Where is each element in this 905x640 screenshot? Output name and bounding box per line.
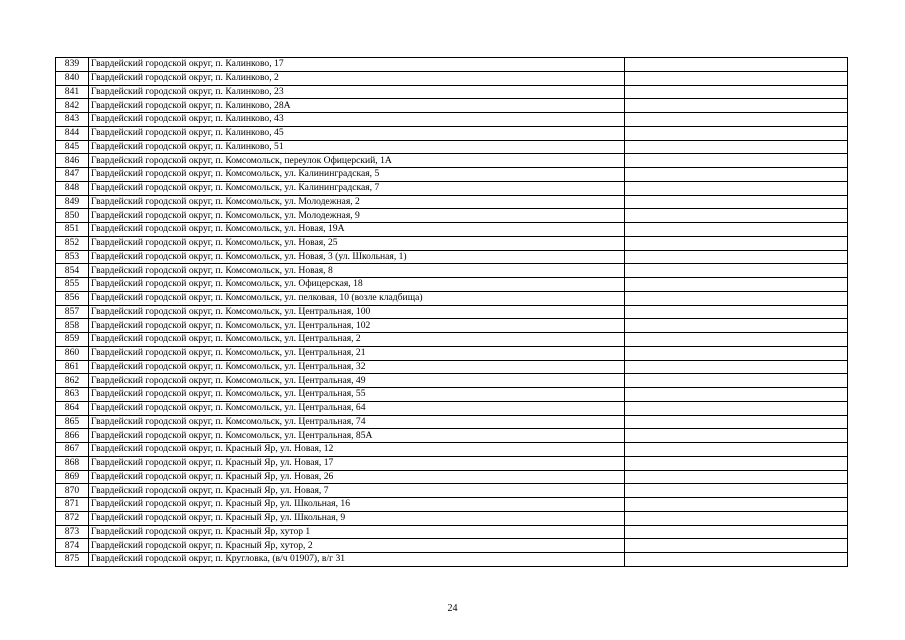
address-cell: Гвардейский городской округ, п. Калинково, 45 xyxy=(89,126,625,140)
table-row xyxy=(56,456,848,470)
row-number-cell: 853 xyxy=(56,250,89,264)
table-row xyxy=(56,85,848,99)
note-cell xyxy=(625,291,848,305)
note-cell xyxy=(625,223,848,237)
address-cell: Гвардейский городской округ, п. Комсомольск, ул. Центральная, 85А xyxy=(89,429,625,443)
address-cell: Гвардейский городской округ, п. Калинково, 43 xyxy=(89,113,625,127)
note-cell xyxy=(625,99,848,113)
note-cell xyxy=(625,470,848,484)
table-row xyxy=(56,305,848,319)
note-cell xyxy=(625,113,848,127)
table-row xyxy=(56,126,848,140)
row-number-cell: 847 xyxy=(56,168,89,182)
address-cell: Гвардейский городской округ, п. Калинково, 2 xyxy=(89,71,625,85)
table-row xyxy=(56,484,848,498)
row-number-cell: 842 xyxy=(56,99,89,113)
note-cell xyxy=(625,250,848,264)
row-number-cell: 845 xyxy=(56,140,89,154)
table-row xyxy=(56,195,848,209)
note-cell xyxy=(625,278,848,292)
address-table-body xyxy=(56,58,848,567)
row-number-cell: 843 xyxy=(56,113,89,127)
table-row xyxy=(56,360,848,374)
row-number-cell: 865 xyxy=(56,415,89,429)
address-cell: Гвардейский городской округ, п. Красный Яр, ул. Школьная, 16 xyxy=(89,498,625,512)
row-number-cell: 844 xyxy=(56,126,89,140)
row-number-cell: 839 xyxy=(56,58,89,72)
row-number-cell: 858 xyxy=(56,319,89,333)
table-row xyxy=(56,319,848,333)
note-cell xyxy=(625,333,848,347)
address-table xyxy=(55,57,848,567)
address-cell: Гвардейский городской округ, п. Комсомольск, ул. Центральная, 64 xyxy=(89,401,625,415)
table-row xyxy=(56,264,848,278)
note-cell xyxy=(625,498,848,512)
row-number-cell: 850 xyxy=(56,209,89,223)
address-cell: Гвардейский городской округ, п. Комсомольск, ул. Центральная, 55 xyxy=(89,388,625,402)
note-cell xyxy=(625,58,848,72)
table-row xyxy=(56,236,848,250)
table-row xyxy=(56,291,848,305)
note-cell xyxy=(625,511,848,525)
address-cell: Гвардейский городской округ, п. Комсомольск, ул. Центральная, 100 xyxy=(89,305,625,319)
address-cell: Гвардейский городской округ, п. Комсомольск, ул. Центральная, 49 xyxy=(89,374,625,388)
address-cell: Гвардейский городской округ, п. Калинково, 28А xyxy=(89,99,625,113)
table-row xyxy=(56,401,848,415)
table-row xyxy=(56,470,848,484)
row-number-cell: 859 xyxy=(56,333,89,347)
table-row xyxy=(56,154,848,168)
table-row xyxy=(56,99,848,113)
row-number-cell: 851 xyxy=(56,223,89,237)
row-number-cell: 872 xyxy=(56,511,89,525)
note-cell xyxy=(625,85,848,99)
address-cell: Гвардейский городской округ, п. Комсомольск, ул. Новая, 19А xyxy=(89,223,625,237)
note-cell xyxy=(625,484,848,498)
note-cell xyxy=(625,195,848,209)
address-cell: Гвардейский городской округ, п. Комсомольск, ул. Новая, 25 xyxy=(89,236,625,250)
note-cell xyxy=(625,305,848,319)
table-row xyxy=(56,511,848,525)
table-row xyxy=(56,553,848,567)
address-cell: Гвардейский городской округ, п. Кругловка, (в/ч 01907), в/г 31 xyxy=(89,553,625,567)
table-row xyxy=(56,113,848,127)
table-row xyxy=(56,278,848,292)
note-cell xyxy=(625,360,848,374)
table-row xyxy=(56,58,848,72)
note-cell xyxy=(625,181,848,195)
address-cell: Гвардейский городской округ, п. Красный Яр, хутор, 2 xyxy=(89,539,625,553)
note-cell xyxy=(625,264,848,278)
address-cell: Гвардейский городской округ, п. Комсомольск, ул. Калининградская, 7 xyxy=(89,181,625,195)
row-number-cell: 874 xyxy=(56,539,89,553)
page-number: 24 xyxy=(447,603,458,614)
row-number-cell: 867 xyxy=(56,443,89,457)
address-cell: Гвардейский городской округ, п. Калинково, 51 xyxy=(89,140,625,154)
row-number-cell: 869 xyxy=(56,470,89,484)
address-cell: Гвардейский городской округ, п. Комсомольск, ул. Новая, 8 xyxy=(89,264,625,278)
table-row xyxy=(56,443,848,457)
row-number-cell: 855 xyxy=(56,278,89,292)
address-cell: Гвардейский городской округ, п. Комсомольск, ул. Центральная, 32 xyxy=(89,360,625,374)
note-cell xyxy=(625,346,848,360)
address-cell: Гвардейский городской округ, п. Комсомольск, ул. Калининградская, 5 xyxy=(89,168,625,182)
note-cell xyxy=(625,126,848,140)
table-row xyxy=(56,181,848,195)
table-row xyxy=(56,71,848,85)
row-number-cell: 848 xyxy=(56,181,89,195)
row-number-cell: 849 xyxy=(56,195,89,209)
note-cell xyxy=(625,209,848,223)
table-row xyxy=(56,429,848,443)
note-cell xyxy=(625,388,848,402)
table-row xyxy=(56,346,848,360)
note-cell xyxy=(625,168,848,182)
table-row xyxy=(56,223,848,237)
address-cell: Гвардейский городской округ, п. Калинково, 17 xyxy=(89,58,625,72)
row-number-cell: 868 xyxy=(56,456,89,470)
row-number-cell: 856 xyxy=(56,291,89,305)
row-number-cell: 862 xyxy=(56,374,89,388)
note-cell xyxy=(625,374,848,388)
table-row xyxy=(56,209,848,223)
address-cell: Гвардейский городской округ, п. Красный Яр, ул. Новая, 26 xyxy=(89,470,625,484)
address-cell: Гвардейский городской округ, п. Комсомольск, ул. Офицерская, 18 xyxy=(89,278,625,292)
note-cell xyxy=(625,154,848,168)
table-row xyxy=(56,140,848,154)
note-cell xyxy=(625,319,848,333)
address-cell: Гвардейский городской округ, п. Красный Яр, хутор 1 xyxy=(89,525,625,539)
table-row xyxy=(56,333,848,347)
address-cell: Гвардейский городской округ, п. Красный Яр, ул. Школьная, 9 xyxy=(89,511,625,525)
note-cell xyxy=(625,539,848,553)
note-cell xyxy=(625,553,848,567)
address-cell: Гвардейский городской округ, п. Комсомольск, ул. Новая, 3 (ул. Школьная, 1) xyxy=(89,250,625,264)
row-number-cell: 863 xyxy=(56,388,89,402)
table-row xyxy=(56,415,848,429)
row-number-cell: 873 xyxy=(56,525,89,539)
address-cell: Гвардейский городской округ, п. Комсомольск, ул. Молодежная, 9 xyxy=(89,209,625,223)
note-cell xyxy=(625,71,848,85)
table-row xyxy=(56,168,848,182)
row-number-cell: 852 xyxy=(56,236,89,250)
note-cell xyxy=(625,236,848,250)
table-row xyxy=(56,498,848,512)
address-cell: Гвардейский городской округ, п. Калинково, 23 xyxy=(89,85,625,99)
address-cell: Гвардейский городской округ, п. Красный Яр, ул. Новая, 7 xyxy=(89,484,625,498)
address-cell: Гвардейский городской округ, п. Комсомольск, ул. Молодежная, 2 xyxy=(89,195,625,209)
row-number-cell: 870 xyxy=(56,484,89,498)
row-number-cell: 866 xyxy=(56,429,89,443)
row-number-cell: 854 xyxy=(56,264,89,278)
table-row xyxy=(56,388,848,402)
address-cell: Гвардейский городской округ, п. Комсомольск, переулок Офицерский, 1А xyxy=(89,154,625,168)
address-cell: Гвардейский городской округ, п. Красный Яр, ул. Новая, 12 xyxy=(89,443,625,457)
table-row xyxy=(56,539,848,553)
row-number-cell: 871 xyxy=(56,498,89,512)
address-cell: Гвардейский городской округ, п. Красный Яр, ул. Новая, 17 xyxy=(89,456,625,470)
address-cell: Гвардейский городской округ, п. Комсомольск, ул. Центральная, 102 xyxy=(89,319,625,333)
note-cell xyxy=(625,443,848,457)
note-cell xyxy=(625,429,848,443)
row-number-cell: 861 xyxy=(56,360,89,374)
address-cell: Гвардейский городской округ, п. Комсомольск, ул. Центральная, 74 xyxy=(89,415,625,429)
row-number-cell: 841 xyxy=(56,85,89,99)
table-row xyxy=(56,525,848,539)
row-number-cell: 864 xyxy=(56,401,89,415)
address-cell: Гвардейский городской округ, п. Комсомольск, ул. Центральная, 2 xyxy=(89,333,625,347)
row-number-cell: 875 xyxy=(56,553,89,567)
row-number-cell: 846 xyxy=(56,154,89,168)
table-row xyxy=(56,374,848,388)
address-cell: Гвардейский городской округ, п. Комсомольск, ул. Центральная, 21 xyxy=(89,346,625,360)
row-number-cell: 860 xyxy=(56,346,89,360)
note-cell xyxy=(625,415,848,429)
table-row xyxy=(56,250,848,264)
note-cell xyxy=(625,456,848,470)
address-cell: Гвардейский городской округ, п. Комсомольск, ул. пелковая, 10 (возле кладбища) xyxy=(89,291,625,305)
note-cell xyxy=(625,140,848,154)
note-cell xyxy=(625,525,848,539)
note-cell xyxy=(625,401,848,415)
row-number-cell: 857 xyxy=(56,305,89,319)
row-number-cell: 840 xyxy=(56,71,89,85)
